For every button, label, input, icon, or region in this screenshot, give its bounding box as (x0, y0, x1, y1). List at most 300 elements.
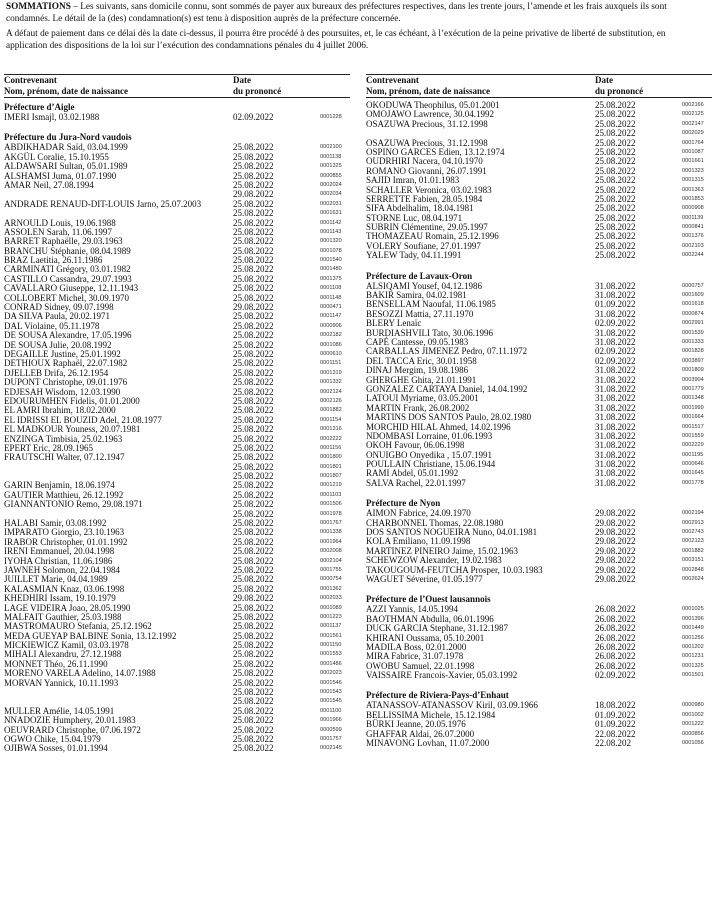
case-codes (320, 726, 342, 735)
judgment-date: 25.08.2022 (595, 240, 636, 251)
judgment-date: 25.08.2022 (233, 461, 274, 472)
offender-name: EDJESAH Wisdom, 12.03.1990 (4, 386, 121, 397)
judgment-date: 31.08.2022 (595, 280, 636, 291)
judgment-date: 25.08.2022 (233, 696, 274, 707)
case-codes (320, 228, 341, 237)
offender-name: GHERGHE Ghita, 21.01.1991 (366, 374, 477, 385)
offender-name: MICKIEWICZ Kamil, 03.03.1978 (4, 640, 129, 651)
judgment-date: 25.08.2022 (233, 546, 274, 557)
case-codes (682, 441, 704, 450)
judgment-date: 25.08.2022 (233, 499, 274, 510)
offender-name: KHIRANI Oussama, 05.10.2001 (366, 632, 485, 643)
case-code: 0001202 (682, 643, 704, 650)
case-code: 0002182 (320, 332, 342, 339)
header-contrevenant-line2: Nom, prénom, date de naissance (366, 85, 490, 96)
judgment-date: 25.08.2022 (233, 734, 274, 744)
judgment-date: 25.08.2022 (233, 743, 274, 754)
offender-name: CHARBONNEL Thomas, 22.08.1980 (366, 517, 504, 528)
offender-name: TAKOUGOUM-FEUTCHA Prosper, 10.03.1983 (366, 564, 543, 575)
judgment-date: 29.08.2022 (595, 545, 636, 556)
case-code: 0000855 (320, 172, 342, 179)
case-code: 0001631 (320, 210, 342, 217)
prefecture-heading: Préfecture de Riviera-Pays-d’Enhaut (366, 690, 509, 701)
case-codes (320, 528, 342, 537)
judgment-date: 22.08.2022 (595, 728, 636, 739)
case-code: 0002031 (320, 200, 342, 207)
judgment-date: 29.08.2022 (233, 302, 274, 313)
case-codes (320, 613, 342, 622)
case-code: 0002123 (682, 538, 704, 545)
judgment-date: 25.08.2022 (233, 226, 274, 237)
case-codes (682, 643, 704, 652)
judgment-date: 25.08.2022 (233, 668, 274, 679)
case-codes (682, 671, 704, 680)
judgment-date: 29.08.2022 (595, 517, 636, 528)
case-code: 0001778 (682, 479, 704, 486)
offender-name: ONUIGBO Onyedika , 15.07.1991 (366, 449, 492, 460)
judgment-date: 26.08.2022 (595, 641, 636, 652)
case-codes (320, 500, 342, 519)
case-code: 0001151 (320, 360, 342, 367)
case-code: 0001609 (682, 292, 704, 299)
judgment-date: 25.08.2022 (595, 118, 636, 129)
intro-paragraph-2: A défaut de paiement dans ce délai dès la date ci-dessus, il pourra être procédé à des poursuites, et, le cas échéant, à l’exécution de la peine privative de liberté de substitution, en application des dispositions de la loi sur l’exécution des condamnations pénales du 4 juillet 2006. (6, 29, 666, 51)
case-codes (320, 388, 342, 397)
case-codes (320, 660, 342, 669)
case-code: 0002033 (320, 595, 342, 602)
case-codes (320, 350, 342, 359)
judgment-date: 25.08.2022 (233, 630, 274, 641)
judgment-date: 25.08.2022 (233, 611, 274, 622)
case-code: 0002103 (682, 242, 704, 249)
offender-name: AZZI Yannis, 14.05.1994 (366, 604, 459, 615)
case-code: 0000757 (682, 282, 704, 289)
case-code: 0000908 (682, 205, 704, 212)
case-code: 0001553 (320, 651, 342, 658)
case-code: 0001757 (320, 736, 342, 742)
offender-name: MEDA GUEYAP BALBINE Sonia, 13.12.1992 (4, 630, 177, 641)
offender-name: GONZALEZ CARTAYA Daniel, 14.04.1992 (366, 383, 528, 394)
case-code: 0001779 (682, 385, 704, 392)
case-code: 0001087 (682, 148, 704, 155)
case-code: 0001150 (320, 642, 342, 649)
case-code: 0001348 (682, 395, 704, 402)
judgment-date: 25.08.2022 (233, 292, 274, 303)
case-codes (682, 385, 704, 394)
left-column (4, 74, 350, 754)
judgment-date: 25.08.2022 (595, 222, 636, 233)
judgment-date: 25.08.2022 (233, 471, 274, 482)
table-header (4, 74, 350, 98)
offender-name: JAWNEH Solomon, 22.04.1984 (4, 564, 121, 575)
offender-name: SCHEWZOW Alexander, 19.02.1983 (366, 555, 502, 566)
case-codes (682, 615, 704, 624)
judgment-date: 25.08.2022 (233, 348, 274, 359)
judgment-date: 25.08.2022 (595, 137, 636, 148)
offender-name: MIHALI Alexandru, 27.12.1988 (4, 649, 122, 660)
case-code: 0001139 (682, 214, 704, 221)
offender-name: BÜRKI Jeanne, 20.05.1976 (366, 719, 466, 730)
case-code: 0001853 (682, 195, 704, 202)
judgment-date: 02.09.2022 (595, 355, 636, 366)
judgment-date: 25.08.2022 (233, 724, 274, 735)
case-codes (320, 594, 342, 603)
case-codes (682, 176, 704, 185)
case-code: 0001480 (320, 266, 342, 273)
case-codes (682, 394, 704, 403)
case-code: 0001363 (682, 186, 704, 193)
prefecture-heading: Préfecture d’Aigle (4, 102, 75, 112)
judgment-date: 25.08.2022 (233, 264, 274, 275)
offender-name: OUDRHIRI Nacera, 04.10.1970 (366, 156, 483, 167)
judgment-date: 31.08.2022 (595, 449, 636, 460)
offender-name: GIANNANTONIO Remo, 29.08.1971 (4, 499, 143, 510)
case-codes (682, 662, 704, 671)
case-code: 0001223 (320, 613, 342, 620)
offender-row (366, 251, 712, 260)
offender-name: DINAJ Mergim, 19.08.1986 (366, 365, 469, 376)
offender-name: ALSIQAMI Yousef, 04.12.1986 (366, 280, 483, 291)
offender-row (4, 744, 350, 753)
case-code: 0001376 (682, 233, 704, 240)
case-code: 0001964 (320, 538, 342, 545)
judgment-date: 31.08.2022 (595, 402, 636, 413)
offender-name: MORENO VARELA Adelino, 14.07.1988 (4, 668, 156, 679)
header-date (595, 75, 643, 96)
case-codes (320, 256, 342, 265)
offender-name: AIMON Fabrice, 24.09.1970 (366, 508, 471, 519)
intro-paragraph-1 (6, 2, 706, 25)
judgment-date: 31.08.2022 (595, 459, 636, 470)
sommations-title: SOMMATIONS (6, 2, 71, 12)
case-code: 0001645 (682, 470, 704, 477)
offender-name: THOMAZEAU Romain, 25.12.1996 (366, 231, 499, 242)
offender-name: BARRET Raphaëlle, 29.03.1963 (4, 236, 123, 247)
case-codes (320, 416, 341, 425)
judgment-date: 25.08.2022 (595, 175, 636, 186)
case-code: 0002743 (682, 529, 704, 536)
judgment-date: 25.08.2022 (233, 433, 274, 444)
offender-name: DEL TACCA Eric, 30.01.1958 (366, 355, 477, 366)
offender-name: CONRAD Sidney, 09.07.1998 (4, 302, 114, 313)
case-codes (320, 341, 342, 350)
offender-name: SIFA Abdelhalim, 18.04.1981 (366, 203, 474, 214)
case-codes (320, 557, 342, 566)
offender-name: EL IDRISSI EL BOUZID Adel, 21.08.1977 (4, 414, 162, 425)
case-codes (682, 605, 704, 614)
judgment-date: 31.08.2022 (595, 468, 636, 479)
case-code: 0002229 (682, 442, 704, 449)
case-codes (682, 167, 704, 176)
case-codes (682, 310, 704, 319)
judgment-date: 31.08.2022 (595, 393, 636, 404)
judgment-date: 29.08.2022 (595, 527, 636, 538)
judgment-date: 25.08.2022 (233, 311, 274, 322)
case-codes (682, 195, 704, 204)
judgment-date: 31.08.2022 (595, 477, 636, 488)
offender-name: KALASMIAN Knaz, 03.06.1998 (4, 583, 125, 594)
offender-name: MORCHID HILAL Ahmed, 14.02.1996 (366, 421, 511, 432)
prefecture-heading: Préfecture de Nyon (366, 498, 441, 509)
offender-name: BRAZ Laetitia, 26.11.1986 (4, 255, 103, 266)
case-codes (682, 519, 704, 528)
offender-name: MASTROMAURO Stefania, 25.12.1962 (4, 621, 152, 632)
offender-name: DA SILVA Paula, 20.02.1971 (4, 311, 111, 322)
case-codes (320, 237, 342, 246)
case-codes (682, 101, 704, 110)
case-code: 0003897 (682, 357, 704, 364)
case-codes (682, 404, 704, 413)
judgment-date: 25.08.2022 (595, 212, 636, 223)
case-codes (682, 634, 704, 643)
judgment-date: 26.08.2022 (595, 660, 636, 671)
judgment-date: 29.08.2022 (595, 564, 636, 575)
header-date-line2: du prononcé (595, 85, 644, 96)
offender-name: MALFAIT Gauthier, 25.03.1988 (4, 611, 122, 622)
judgment-date: 31.08.2022 (595, 412, 636, 423)
offender-name: MINAVONG Lovhan, 11.07.2000 (366, 738, 490, 749)
judgment-date: 25.08.2022 (233, 715, 274, 726)
case-code: 0002913 (682, 519, 704, 526)
offender-name: OJIBWA Sosses, 01.01.1994 (4, 743, 108, 754)
case-code: 0000610 (320, 350, 342, 357)
case-code: 0000599 (320, 726, 342, 733)
offender-name: DEGAILLE Justine, 25.01.1992 (4, 348, 121, 359)
offender-row (4, 453, 350, 481)
case-codes (682, 537, 704, 546)
case-code: 0000841 (682, 224, 704, 231)
offender-name: NNADOZIE Humphery, 20.01.1983 (4, 715, 136, 726)
judgment-date: 26.08.2022 (595, 623, 636, 634)
judgment-date: 02.09.2022 (595, 670, 636, 681)
case-codes (682, 214, 703, 223)
case-code: 0001501 (682, 672, 704, 679)
offender-name: ALSHAMSI Juma, 01.07.1990 (4, 170, 117, 181)
offender-name: BENSELLAM Naoufal, 11.06.1985 (366, 299, 496, 310)
case-codes (320, 153, 341, 162)
case-code: 0001978 (320, 510, 342, 517)
judgment-date: 25.08.2022 (233, 536, 274, 547)
offender-name: MULLER Amélie, 14.05.1991 (4, 705, 115, 716)
offender-name: OKOH Favour, 06.06.1998 (366, 440, 465, 451)
case-code: 0001362 (320, 585, 342, 592)
judgment-date: 25.08.2022 (233, 339, 274, 350)
offender-name: IRENI Emmanuel, 20.04.1998 (4, 546, 115, 557)
case-code: 0002222 (320, 435, 342, 442)
judgment-date: 29.08.2022 (595, 536, 636, 547)
case-code: 0001325 (682, 662, 704, 669)
offender-name: MARTINS DOS SANTOS Paulo, 28.02.1980 (366, 412, 532, 423)
offender-name: DE SOUSA Julie, 20.08.1992 (4, 339, 112, 350)
offender-name: BAOTHMAN Abdulla, 06.01.1996 (366, 613, 494, 624)
case-codes (682, 575, 704, 584)
case-code: 0001546 (320, 679, 342, 686)
judgment-date: 25.08.2022 (233, 414, 274, 425)
judgment-date: 01.09.2022 (595, 299, 636, 310)
judgment-date: 25.08.2022 (233, 255, 274, 266)
case-code: 0000856 (682, 730, 704, 737)
judgment-date: 25.08.2022 (233, 198, 274, 209)
case-code: 0002194 (682, 510, 704, 517)
offender-row (4, 200, 350, 219)
case-codes (320, 181, 342, 200)
judgment-date: 25.08.2022 (233, 367, 274, 378)
offender-name: CAVALLARO Giuseppe, 12.11.1943 (4, 283, 139, 294)
judgment-date: 25.08.2022 (595, 203, 636, 214)
case-code: 0001375 (320, 275, 342, 282)
offender-name: ROMANO Giovanni, 26.07.1991 (366, 165, 487, 176)
case-code: 0001559 (682, 432, 704, 439)
offender-name: OMOJAWO Lawrence, 30.04.1992 (366, 109, 494, 120)
offender-name: GARIN Benjamin, 18.06.1974 (4, 480, 115, 491)
offender-name: SUBRIN Clémentine, 29.05.1997 (366, 222, 488, 233)
judgment-date: 31.08.2022 (595, 430, 636, 441)
judgment-date: 25.08.2022 (233, 574, 274, 585)
offender-name: SAJID Imran, 01.01.1983 (366, 175, 460, 186)
case-codes (320, 284, 341, 293)
judgment-date: 25.08.2022 (233, 583, 274, 594)
judgment-date: 25.08.2022 (233, 170, 274, 181)
offender-name: OSPINO GARCES Edien, 13.12.1974 (366, 146, 505, 157)
offender-row (366, 739, 712, 748)
case-code: 0001025 (682, 606, 704, 613)
case-code: 0000980 (682, 702, 704, 709)
case-codes (682, 338, 704, 347)
judgment-date: 25.08.2022 (595, 250, 636, 261)
case-codes (320, 303, 342, 312)
offender-name: FRAUTSCHI Walter, 07.12.1947 (4, 452, 125, 463)
offender-name: IMERI Ismajl, 03.02.1988 (4, 112, 100, 122)
judgment-date: 25.08.2022 (233, 705, 274, 716)
case-code: 0001078 (320, 247, 342, 254)
case-codes (320, 435, 342, 444)
right-rows (366, 101, 712, 748)
judgment-date: 29.08.2022 (233, 593, 274, 604)
judgment-date: 31.08.2022 (595, 336, 636, 347)
case-codes (682, 730, 704, 739)
offender-name: STORNE Luc, 08.04.1971 (366, 212, 463, 223)
case-code: 0001966 (320, 717, 342, 724)
judgment-date: 29.08.2022 (233, 189, 274, 200)
offender-name: BRANCHU Stéphanie, 08.04.1989 (4, 245, 131, 256)
offender-name: MORVAN Yannick, 10.11.1993 (4, 677, 119, 688)
case-code: 0001396 (682, 615, 704, 622)
case-codes (682, 366, 704, 375)
judgment-date: 25.08.2022 (595, 165, 636, 176)
case-codes (682, 556, 704, 565)
judgment-date: 25.08.2022 (233, 489, 274, 500)
offender-name: VOLERY Soufiane, 27.01.1997 (366, 240, 481, 251)
case-code: 0001882 (320, 407, 342, 414)
offender-name: KOLA Emiliano, 11.09.1998 (366, 536, 471, 547)
offender-row (366, 479, 712, 488)
case-codes (682, 110, 704, 119)
case-codes (320, 716, 342, 725)
case-codes (682, 157, 704, 166)
left-rows (4, 101, 350, 754)
case-code: 0000874 (682, 310, 704, 317)
judgment-date: 26.08.2022 (595, 604, 636, 615)
offender-name: BESOZZI Mattia, 27.11.1970 (366, 308, 474, 319)
judgment-date: 25.08.2022 (233, 217, 274, 228)
case-code: 0002104 (320, 557, 342, 564)
case-codes (320, 172, 342, 181)
case-code: 0001764 (682, 139, 704, 146)
offender-name: BLERY Lenaïc (366, 318, 422, 329)
prefecture-heading: Préfecture de l’Ouest lausannois (366, 594, 491, 605)
offender-name: CASTILLO Cassandra, 29.07.1993 (4, 273, 132, 284)
case-code: 0001517 (682, 423, 704, 430)
header-date (233, 75, 281, 96)
offender-name: MIRA Fabrice, 31.07.1978 (366, 651, 464, 662)
offender-name: ENZINGA Timbisia, 25.02.1963 (4, 433, 123, 444)
case-codes (682, 652, 704, 661)
offender-name: KHEDHIRI Issam, 19.10.1979 (4, 593, 116, 604)
case-codes (682, 624, 704, 633)
offender-name: IMPARATO Giorgio, 23.10.1963 (4, 527, 125, 538)
offender-name: AKGÜL Coralie, 15.10.1955 (4, 151, 109, 162)
case-codes (682, 242, 704, 251)
judgment-date: 25.08.2022 (233, 395, 274, 406)
offender-name: ATANASSOV-ATANASSOV Kiril, 03.09.1966 (366, 700, 538, 711)
case-code: 0000754 (320, 576, 342, 583)
case-code: 0001154 (320, 416, 342, 423)
offender-name: MONNET Théo, 26.11.1990 (4, 658, 108, 669)
offender-name: CAPÉ Cantesse, 09.05.1983 (366, 336, 469, 347)
case-codes (320, 679, 342, 707)
case-codes (682, 319, 704, 328)
case-codes (682, 300, 704, 309)
case-codes (682, 357, 704, 366)
case-codes (320, 519, 342, 528)
offender-name: CARBALLAS JIMENEZ Pedro, 07.11.1972 (366, 346, 528, 357)
header-contrevenant (366, 75, 490, 96)
case-code: 0001231 (682, 653, 704, 660)
judgment-date: 25.08.2022 (233, 386, 274, 397)
case-codes (320, 491, 341, 500)
offender-row (366, 120, 712, 139)
judgment-date: 25.08.2022 (595, 193, 636, 204)
offender-name: BAKIR Samira, 04.02.1981 (366, 290, 467, 301)
judgment-date: 25.08.2022 (233, 687, 274, 698)
case-code: 0003151 (682, 557, 704, 564)
case-code: 0002145 (320, 745, 342, 752)
offender-name: GHAFFAR Aldai, 26.07.2000 (366, 728, 475, 739)
case-codes (320, 453, 342, 481)
offender-name: SERRETTE Fabien, 28.05.1984 (366, 193, 483, 204)
offender-name: OSAZUWA Precious, 31.12.1998 (366, 137, 488, 148)
case-codes (682, 423, 704, 432)
case-code: 0002126 (320, 397, 342, 404)
offender-name: CARMINATI Grégory, 03.01.1982 (4, 264, 131, 275)
offender-name: OWOBU Samuel, 22.01.1998 (366, 660, 475, 671)
case-code: 0002991 (682, 320, 704, 327)
case-code: 0001222 (682, 721, 704, 728)
offender-name: COLLOBERT Michel, 30.09.1970 (4, 292, 130, 303)
case-codes (682, 432, 704, 441)
case-codes (320, 312, 341, 321)
offender-name: SALVA Rachel, 22.01.1997 (366, 477, 466, 488)
case-code: 0001506 (320, 501, 342, 508)
judgment-date: 02.09.2022 (595, 318, 636, 329)
case-code: 0002624 (682, 575, 704, 582)
case-code: 0001809 (682, 367, 704, 374)
case-code: 0001539 (682, 329, 704, 336)
offender-name: MADILA Boss, 02.01.2000 (366, 641, 467, 652)
case-codes (320, 359, 341, 368)
header-contrevenant-line2: Nom, prénom, date de naissance (4, 85, 128, 96)
case-codes (320, 641, 341, 650)
